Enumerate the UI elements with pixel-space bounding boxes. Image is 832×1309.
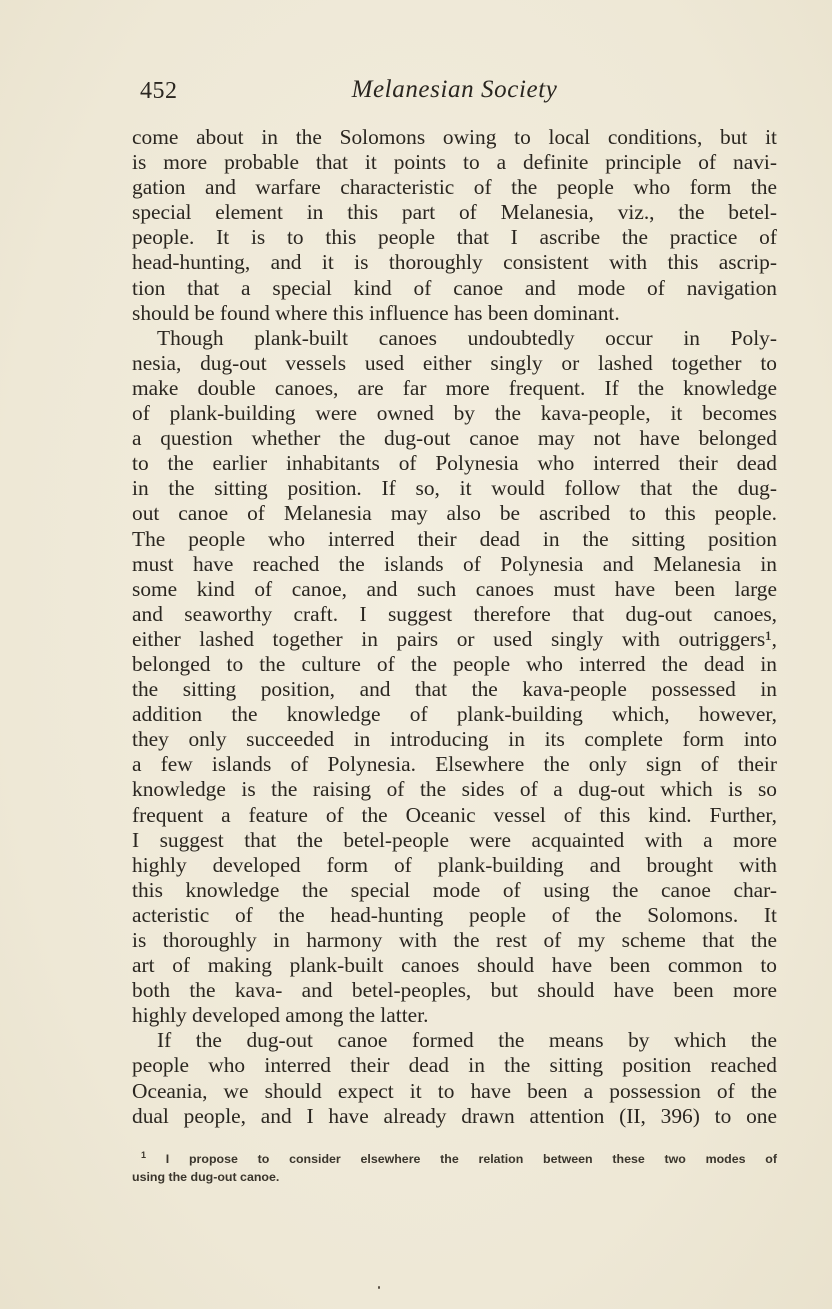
text-line: out canoe of Melanesia may also be ascribed to this people. — [132, 501, 777, 526]
text-line: Oceania, we should expect it to have been a possession of the — [132, 1078, 777, 1103]
text-line: addition the knowledge of plank-building which, however, — [132, 702, 777, 727]
text-line: and seaworthy craft. I suggest therefore that dug-out canoes, — [132, 601, 777, 626]
text-line: highly developed form of plank-building and brought with — [132, 852, 777, 877]
text-line: come about in the Solomons owing to local conditions, but it — [132, 125, 777, 149]
text-line: art of making plank-built canoes should have been common to — [132, 953, 777, 978]
footnote-marker: 1 — [141, 1149, 147, 1160]
text-line: both the kava- and betel-peoples, but should have been more — [132, 978, 777, 1003]
text-line: frequent a feature of the Oceanic vessel of this kind. Further, — [132, 802, 777, 827]
text-line: of plank-building were owned by the kava-people, it becomes — [132, 401, 777, 426]
running-title: Melanesian Society — [351, 76, 558, 103]
text-line: dual people, and I have already drawn attention (II, 396) to one — [132, 1103, 777, 1128]
text-line: either lashed together in pairs or used singly with outriggers¹, — [132, 626, 777, 651]
text-line: people. It is to this people that I ascribe the practice of — [132, 225, 777, 250]
body-text — [132, 125, 777, 1129]
text-line: is more probable that it points to a definite principle of navi- — [132, 150, 777, 175]
text-line: this knowledge the special mode of using the canoe char- — [132, 877, 777, 902]
text-line: should be found where this influence has been dominant. — [132, 300, 620, 325]
footnote — [132, 1150, 777, 1186]
text-line: they only succeeded in introducing in its complete form into — [132, 727, 777, 752]
text-line: must have reached the islands of Polynesia and Melanesia in — [132, 551, 777, 576]
text-line: Though plank-built canoes undoubtedly occur in Poly- — [157, 325, 777, 350]
text-line: If the dug-out canoe formed the means by which the — [157, 1028, 777, 1053]
text-line: some kind of canoe, and such canoes must have been large — [132, 576, 777, 601]
text-line: tion that a special kind of canoe and mode of navigation — [132, 275, 777, 300]
text-line: make double canoes, are far more frequent. If the knowledge — [132, 375, 777, 400]
footnote-line: using the dug-out canoe. — [132, 1170, 280, 1184]
text-line: nesia, dug-out vessels used either singly or lashed together to — [132, 350, 777, 375]
footnote-line — [132, 1150, 777, 1168]
text-line: a few islands of Polynesia. Elsewhere the only sign of their — [132, 752, 777, 777]
text-line: knowledge is the raising of the sides of a dug-out which is so — [132, 777, 777, 802]
footnote-text: I propose to consider elsewhere the relation between these two modes of — [165, 1152, 777, 1166]
text-line: I suggest that the betel-people were acquainted with a more — [132, 827, 777, 852]
text-line: people who interred their dead in the sitting position reached — [132, 1053, 777, 1078]
paper-speck — [378, 1286, 380, 1289]
text-line: gation and warfare characteristic of the people who form the — [132, 175, 777, 200]
text-line: head-hunting, and it is thoroughly consistent with this ascrip- — [132, 250, 777, 275]
text-line: belonged to the culture of the people who interred the dead in — [132, 651, 777, 676]
page-header — [132, 76, 777, 110]
text-line: in the sitting position. If so, it would follow that the dug- — [132, 476, 777, 501]
text-line: the sitting position, and that the kava-people possessed in — [132, 677, 777, 702]
text-line: highly developed among the latter. — [132, 1003, 429, 1028]
text-line: is thoroughly in harmony with the rest of my scheme that the — [132, 928, 777, 952]
text-line: to the earlier inhabitants of Polynesia who interred their dead — [132, 451, 777, 476]
text-line: acteristic of the head-hunting people of the Solomons. It — [132, 902, 777, 927]
text-line: special element in this part of Melanesia, viz., the betel- — [132, 200, 777, 225]
text-line: a question whether the dug-out canoe may not have belonged — [132, 426, 777, 451]
text-line: The people who interred their dead in the sitting position — [132, 526, 777, 551]
page-number: 452 — [140, 78, 178, 104]
